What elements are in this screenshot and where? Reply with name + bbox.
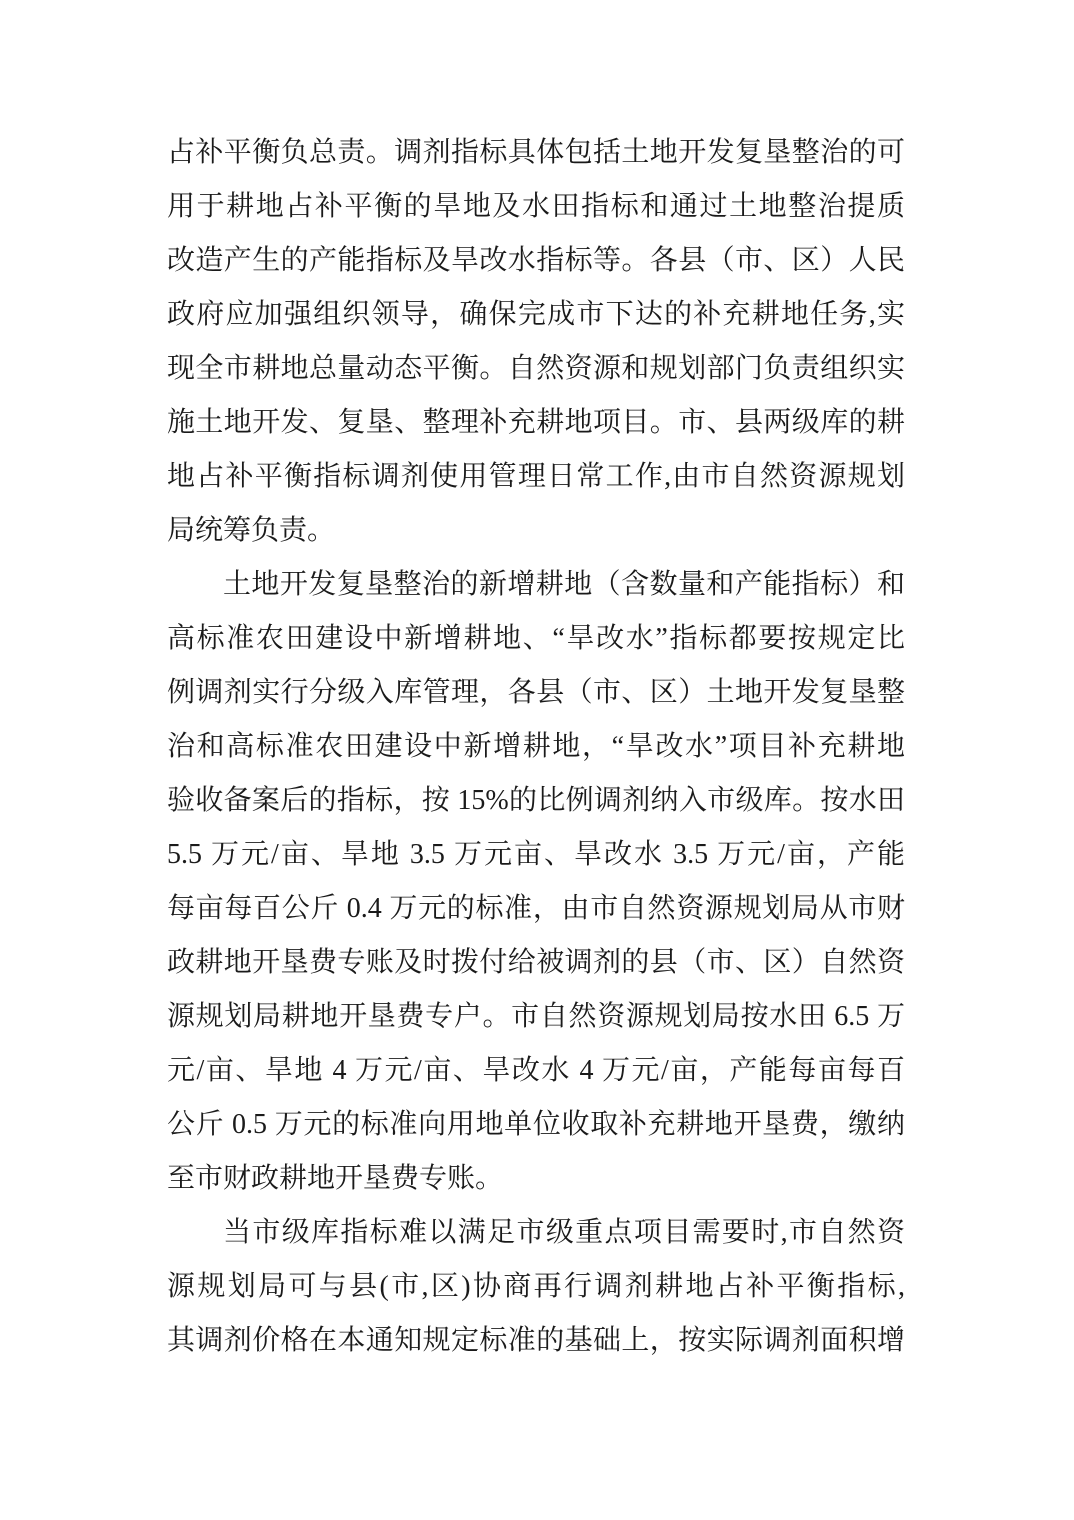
text-line: 高标准农田建设中新增耕地、“旱改水”指标都要按规定比 [167,623,905,654]
paragraph-3 [167,1206,905,1368]
text-line: 每亩每百公斤 0.4 万元的标准，由市自然资源规划局从市财 [167,893,905,924]
text-line: 例调剂实行分级入库管理，各县（市、区）土地开发复垦整 [167,677,905,708]
text-line: 占补平衡负总责。调剂指标具体包括土地开发复垦整治的可 [167,137,905,168]
text-line: 地占补平衡指标调剂使用管理日常工作,由市自然资源规划 [167,461,905,492]
body-text [167,126,905,1368]
text-line: 现全市耕地总量动态平衡。自然资源和规划部门负责组织实 [167,353,905,384]
text-line: 源规划局可与县(市,区)协商再行调剂耕地占补平衡指标, [167,1271,905,1302]
text-line: 改造产生的产能指标及旱改水指标等。各县（市、区）人民 [167,245,905,276]
text-line: 局统筹负责。 [167,515,336,546]
text-line: 政府应加强组织领导，确保完成市下达的补充耕地任务,实 [167,299,905,330]
text-line: 公斤 0.5 万元的标准向用地单位收取补充耕地开垦费，缴纳 [167,1109,905,1140]
text-line: 政耕地开垦费专账及时拨付给被调剂的县（市、区）自然资 [167,947,905,978]
text-line: 5.5 万元/亩、旱地 3.5 万元亩、旱改水 3.5 万元/亩，产能 [167,839,905,870]
text-line: 用于耕地占补平衡的旱地及水田指标和通过土地整治提质 [167,191,905,222]
text-line: 当市级库指标难以满足市级重点项目需要时,市自然资 [223,1217,905,1248]
text-line: 土地开发复垦整治的新增耕地（含数量和产能指标）和 [223,569,905,600]
paragraph-2 [167,558,905,1206]
text-line: 治和高标准农田建设中新增耕地，“旱改水”项目补充耕地 [167,731,905,762]
text-line: 其调剂价格在本通知规定标准的基础上，按实际调剂面积增 [167,1325,905,1356]
text-line: 验收备案后的指标，按 15%的比例调剂纳入市级库。按水田 [167,785,905,816]
paragraph-1 [167,126,905,558]
text-line: 施土地开发、复垦、整理补充耕地项目。市、县两级库的耕 [167,407,905,438]
text-line: 元/亩、旱地 4 万元/亩、旱改水 4 万元/亩，产能每亩每百 [167,1055,905,1086]
text-line: 源规划局耕地开垦费专户。市自然资源规划局按水田 6.5 万 [167,1001,905,1032]
text-line: 至市财政耕地开垦费专账。 [167,1163,504,1194]
